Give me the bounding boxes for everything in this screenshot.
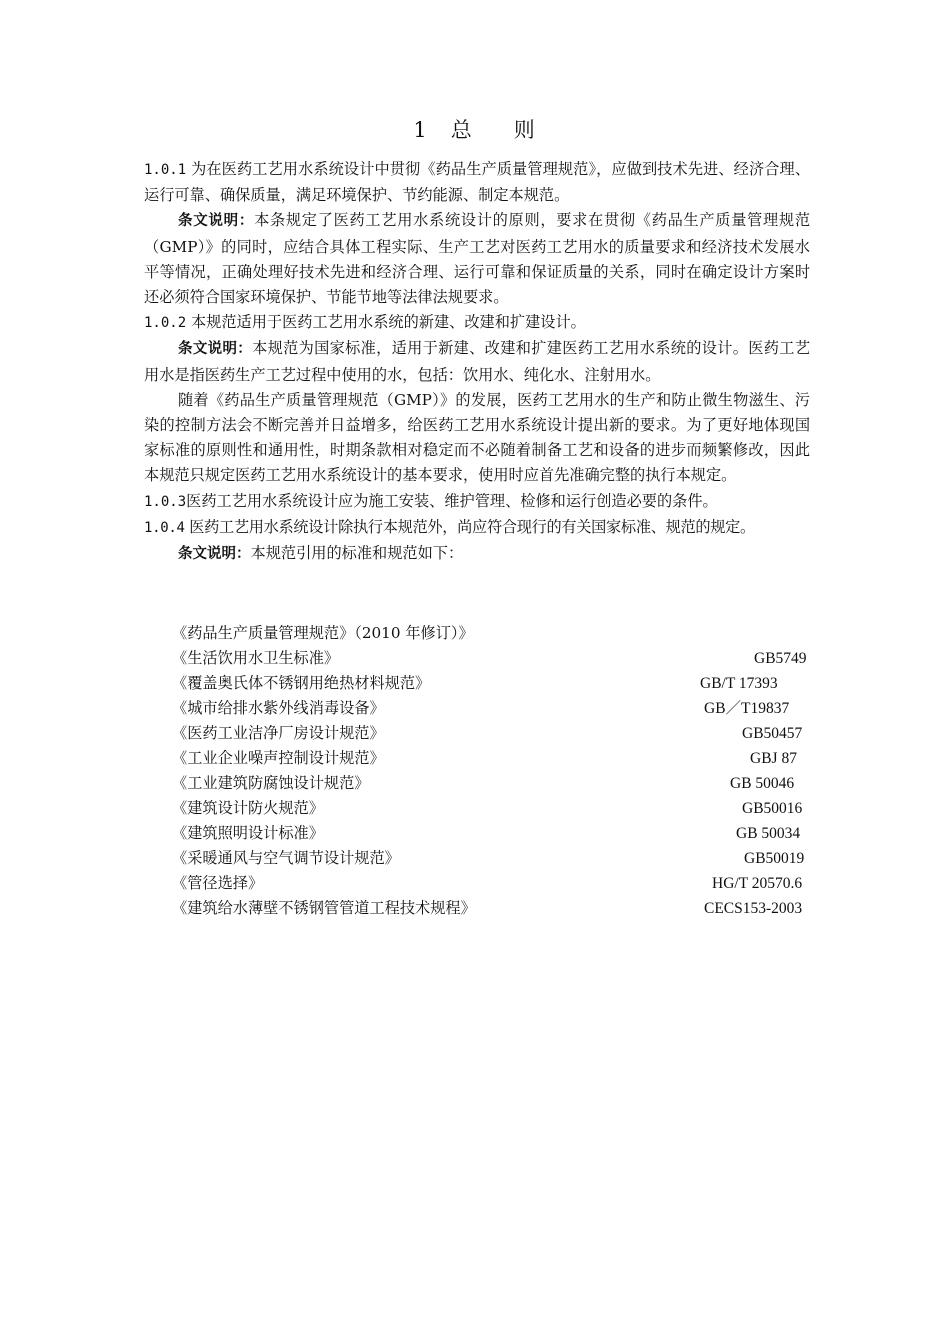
clause-number: 1.0.3 (144, 493, 187, 510)
reference-code: GB/T 17393 (700, 675, 778, 692)
clause-text: 医药工艺用水系统设计应为施工安装、维护管理、检修和运行创造必要的条件。 (186, 491, 718, 510)
chapter-number: 1 (413, 118, 429, 142)
reference-code: CECS153-2003 (704, 900, 803, 917)
clause-1-0-3 (144, 489, 810, 515)
reference-code: GB 50034 (736, 825, 801, 842)
note-text: 本规范引用的标准和规范如下： (250, 544, 464, 563)
reference-row (172, 721, 812, 746)
reference-row (172, 896, 812, 921)
note-label: 条文说明： (178, 213, 255, 230)
reference-row (172, 696, 812, 721)
clause-text: 本规范适用于医药工艺用水系统的新建、改建和扩建设计。 (190, 313, 586, 332)
note-label: 条文说明： (178, 341, 253, 358)
clause-1-0-1 (144, 157, 810, 208)
clause-1-0-2-note-para-2: 随着《药品生产质量管理规范（GMP）》的发展，医药工艺用水的生产和防止微生物滋生、污染的控制方法会不断完善并日益增多，给医药工艺用水系统设计提出新的要求。为了更好地体现国家标准的原则性和通用性，时期条款相对稳定而不必随着制备工艺和设备的进步而频繁修改，因此本规范只规定医药工艺用水系统设计的基本要求，使用时应首先准确完整的执行本规定。 (144, 390, 810, 485)
reference-name: 《采暖通风与空气调节设计规范》 (172, 849, 400, 867)
reference-row (172, 771, 812, 796)
reference-list (172, 621, 812, 921)
reference-name: 《城市给排水紫外线消毒设备》 (172, 699, 385, 717)
reference-name: 《建筑给水薄壁不锈钢管管道工程技术规程》 (172, 899, 476, 917)
reference-code: GB50457 (742, 725, 803, 742)
reference-code: GB5749 (754, 650, 807, 667)
reference-row (172, 671, 812, 696)
clause-1-0-2 (144, 310, 810, 336)
reference-row (172, 746, 812, 771)
reference-code: GBJ 87 (750, 750, 797, 767)
reference-name: 《工业建筑防腐蚀设计规范》 (172, 774, 370, 792)
reference-row (172, 796, 812, 821)
clause-1-0-2-note (144, 336, 810, 387)
reference-name: 《工业企业噪声控制设计规范》 (172, 749, 385, 767)
clause-text: 医药工艺用水系统设计除执行本规范外，尚应符合现行的有关国家标准、规范的规定。 (189, 517, 755, 536)
reference-row (172, 621, 812, 646)
chapter-title (0, 114, 950, 144)
reference-name: 《药品生产质量管理规范》（2010 年修订）》 (172, 624, 474, 642)
reference-name: 《管径选择》 (172, 874, 264, 892)
clause-1-0-1-note (144, 208, 810, 310)
reference-code: GB 50046 (730, 775, 795, 792)
reference-row (172, 821, 812, 846)
reference-name: 《建筑照明设计标准》 (172, 824, 324, 842)
reference-row (172, 846, 812, 871)
reference-name: 《建筑设计防火规范》 (172, 799, 324, 817)
reference-code: GB50019 (744, 850, 805, 867)
chapter-title-char-2: 则 (513, 118, 537, 142)
reference-row (172, 646, 812, 671)
reference-name: 《医药工业洁净厂房设计规范》 (172, 724, 385, 742)
clause-number: 1.0.2 (144, 315, 187, 332)
clause-text: 为在医药工艺用水系统设计中贯彻《药品生产质量管理规范》，应做到技术先进、经济合理、运行可靠、确保质量，满足环境保护、节约能源、制定本规范。 (144, 160, 811, 205)
reference-row (172, 871, 812, 896)
reference-code: HG/T 20570.6 (712, 875, 803, 892)
clause-number: 1.0.1 (144, 162, 187, 178)
chapter-title-char-1: 总 (450, 118, 474, 142)
note-text: 本条规定了医药工艺用水系统设计的原则，要求在贯彻《药品生产质量管理规范（GMP）》的同时，应结合具体工程实际、生产工艺对医药工艺用水的质量要求和经济技术发展水平等情况，正确处理好技术先进和经济合理、运行可靠和保证质量的关系，同时在确定设计方案时还必须符合国家环境保护、节能节地等法律法规要求。 (144, 211, 811, 307)
note-text: 本规范为国家标准，适用于新建、改建和扩建医药工艺用水系统的设计。医药工艺用水是指医药生产工艺过程中使用的水，包括：饮用水、纯化水、注射用水。 (144, 339, 811, 384)
reference-code: GB50016 (742, 800, 803, 817)
reference-name: 《生活饮用水卫生标准》 (172, 649, 340, 667)
reference-code: GB／T19837 (704, 700, 790, 717)
clause-1-0-4 (144, 515, 810, 541)
reference-name: 《覆盖奥氏体不锈钢用绝热材料规范》 (172, 674, 431, 692)
chapter-body (144, 157, 810, 567)
note-label: 条文说明： (178, 546, 251, 563)
clause-number: 1.0.4 (144, 519, 185, 536)
clause-1-0-4-note (144, 541, 810, 567)
